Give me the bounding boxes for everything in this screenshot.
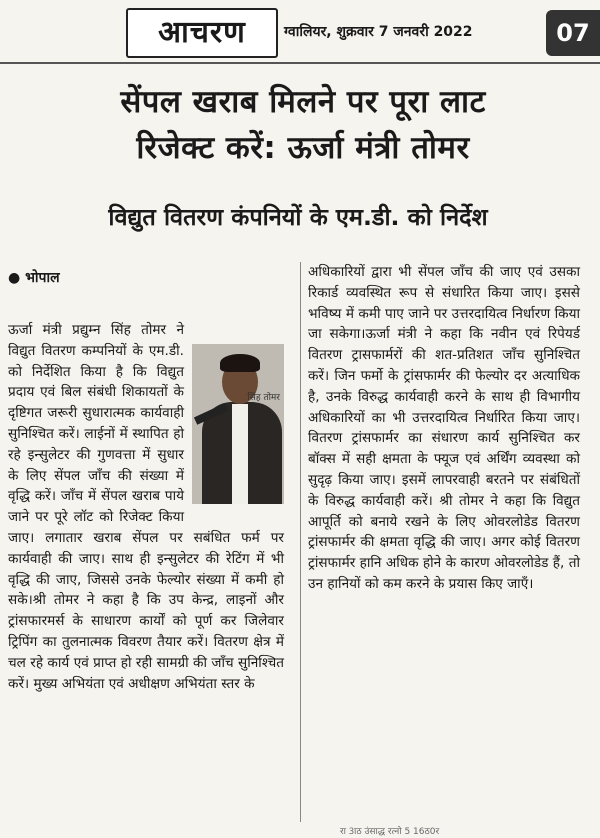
newspaper-logo: आचरण (126, 8, 278, 58)
minister-photo (192, 344, 284, 504)
page-number: 07 (546, 10, 600, 56)
article-right-column (308, 262, 580, 595)
subheadline: विद्युत वितरण कंपनियों के एम.डी. को निर्देश (108, 203, 488, 231)
photo-scarf-shape (232, 404, 248, 504)
masthead (0, 0, 600, 62)
article-dateline: ● भोपाल (8, 270, 60, 286)
right-column-text: अधिकारियों द्वारा भी सेंपल जाँच की जाए एवं उसका रिकार्ड व्यवस्थित रूप से संधारित किया जाए। इससे भविष्य में कमी पाए जाने पर उत्तरदायित्व निर्धारण किया जा सकेगा।ऊर्जा मंत्री ने कहा कि नवीन एवं रिपेयर्ड वितरण ट्रासफार्मरों की शत-प्रतिशत जाँच सुनिश्चित करें। जिन फर्मो के ट्रांसफार्मर की फेल्योर दर अत्याधिक है, उनके विरुद्ध कार्यवाही करने के साथ ही विभागीय अधिकारियों का भी उत्तरदायित्व निर्धारित किया जाए। वितरण ट्रांसफार्मर का संधारण कार्य सुनिश्चित कर बॉक्स में सही क्षमता के फ्यूज एवं अर्थिंग व्यवस्था को सुदृढ़ किया जाए। इसमें लापरवाही बरतने पर संबंधितों के विरुद्ध कार्यवाही करें। श्री तोमर ने कहा कि विद्युत आपूर्ति को बनाये रखने के लिए ओवरलोडेड वितरण ट्रांसफार्मर की क्षमता वृद्धि की जाए। अगर कोई वितरण ट्रांसफार्मर हानि अधिक होने के कारण ओवरलोडेड हैं, तो उन हानियों को कम करने के प्रयास किए जाएँ। (308, 264, 580, 592)
headline-line-2: रिजेक्ट करें: ऊर्जा मंत्री तोमर (136, 130, 470, 166)
masthead-dateline: ग्वालियर, शुक्रवार 7 जनवरी 2022 (284, 24, 473, 40)
left-column-text: ऊर्जा मंत्री प्रद्युम्न सिंह तोमर ने विद्युत वितरण कम्पनियों के एम.डी. को निर्देशित किया है कि विद्युत प्रदाय एवं बिल संबंधी शिकायतों के दृष्टिगत जरूरी सुधारात्मक कार्यवाही सुनिश्चित करें। लाईनों में स्थापित हो रहे इन्सुलेटर की गुणवत्ता में सुधार के लिए सेंपल जाँच की संख्या में वृद्धि करें। जाँच में सेंपल खराब पाये जाने पर पूरे लॉट को रिजेक्ट किया जाए। लगातार खराब सेंपल पर सबंधित फर्म पर कार्यवाही की जाए। साथ ही इन्सुलेटर की रेटिंग में भी वृद्धि की जाए, जिससे उनके फेल्योर संख्या में कमी हो सके।श्री तोमर ने कहा है कि उप केन्द्र, लाइनों और ट्रांसफारमर्स के साधारण कार्यों को पूर्ण कर जिलेवार ट्रिपिंग का तुलनात्मक विवरण तैयार करें। वितरण क्षेत्र में चल रहे कार्य एवं प्राप्त हो रही सामग्री की जाँच सुनिश्चित करें। मुख्य अभियंता एवं अधीक्षण अभियंता स्तर के (8, 322, 284, 692)
column-divider (300, 262, 301, 822)
article-left-column (8, 320, 284, 694)
footer-handwriting: रा 3ाठ उंसाद्ध रत्नो 5 16ठ0र (340, 827, 440, 837)
photo-hair-shape (220, 354, 260, 372)
headline-line-1: सेंपल खराब मिलने पर पूरा लाट (120, 84, 486, 120)
photo-caption: सिंह तोमर (247, 393, 280, 403)
masthead-divider (0, 62, 600, 64)
minister-photo-wrap (192, 344, 284, 504)
